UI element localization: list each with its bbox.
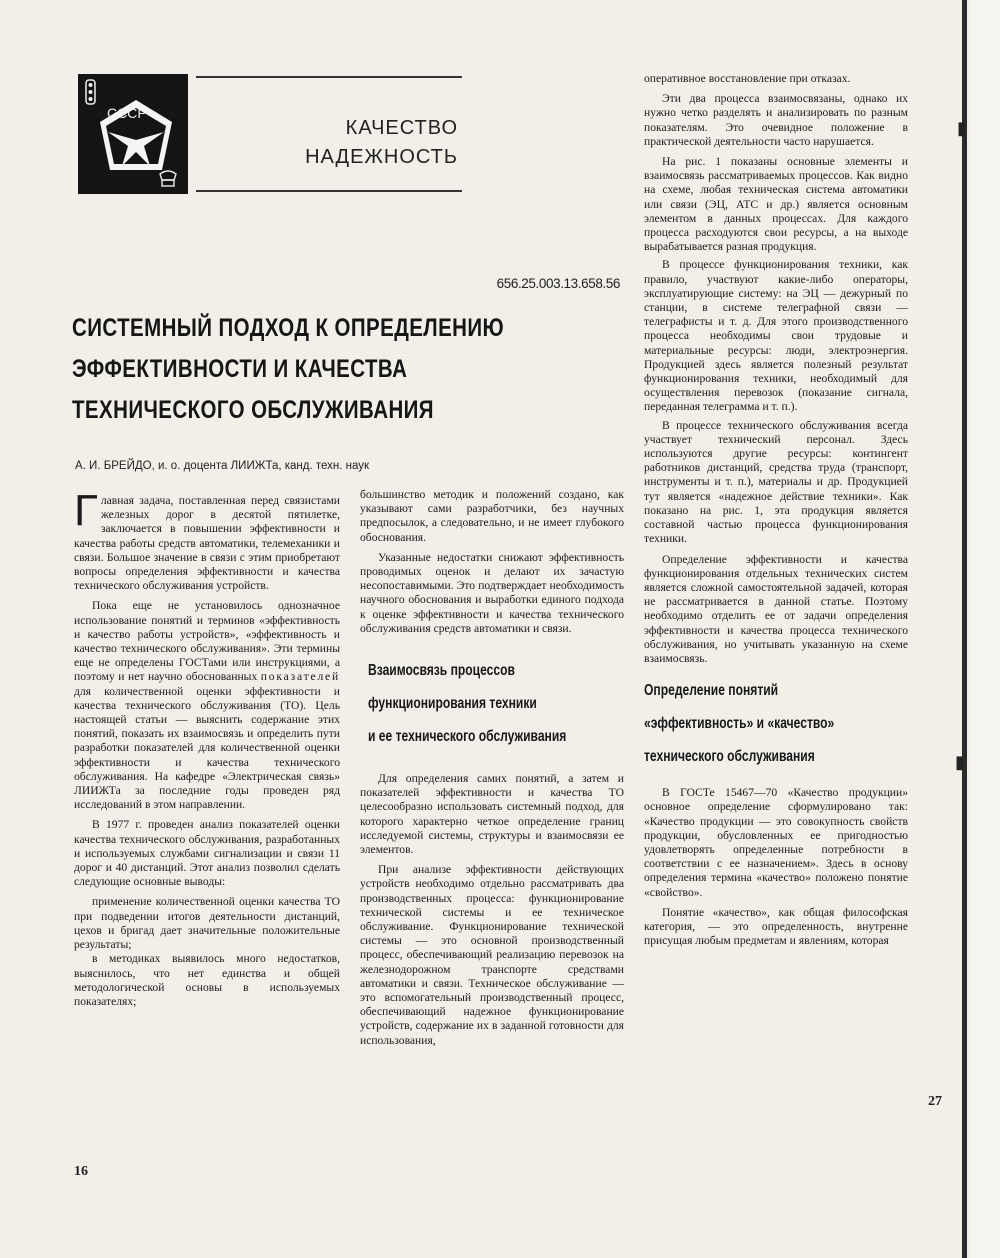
paragraph: Указанные недостатки снижают эффективность проводимых оценок и делают их зачастую несопоставимыми. Это подтверждает необходимость научного обоснования и выработки единого подхода к оценке эффективности и качества технического обслуживания средств автоматики и связи.: [360, 550, 624, 635]
spaced-term: показателей: [260, 670, 340, 684]
paragraph: В ГОСТе 15467—70 «Качество продукции» основное определение сформулировано так: «Качество продукции — это совокупность свойств продукции, обусловленных ее пригодностью удовлетворять определенные потребности в соответствии с ее назначением». Здесь в основу определения термина «качество» положено понятие «свойство».: [644, 786, 908, 899]
header-rule-bottom: [196, 190, 462, 192]
heading-line: Взаимосвязь процессов: [368, 662, 515, 680]
binding-edge: [962, 0, 967, 1258]
heading-line: функционирования техники: [368, 695, 537, 713]
article-title: [72, 308, 531, 431]
text-column-2: [360, 488, 624, 1048]
page-number-left: 16: [74, 1164, 88, 1179]
text-column-1: [74, 486, 340, 1009]
edge-mark: ▮: [955, 752, 965, 773]
author-byline: А. И. БРЕЙДО, и. о. доцента ЛИИЖТа, канд. техн. наук: [75, 460, 370, 472]
quality-mark-icon: [78, 74, 188, 194]
paragraph: В процессе функционирования техники, как правило, участвуют какие-либо операторы, эксплуатирующие систему: на ЭЦ — дежурный по станции, в системе телеграфной связи — телеграфисты и т. д. Для этого производственного процесса необходимы свои трудовые и материальные ресурсы: люди, электроэнергия. Продукцией здесь является полезный результат функционирования техники, необходимый для осуществления перевозок (показание сигнала, переданная телеграмма и т. п.).: [644, 258, 908, 414]
paragraph: Понятие «качество», как общая философская категория, — это определенность, внутренне присущая любым предметам и явлениям, которая: [644, 905, 908, 948]
heading-line: Определение понятий: [644, 682, 779, 700]
paragraph: Пока еще не установилось однозначное использование понятий и терминов «эффективность и качество работы устройств», «эффективность и качество технического обслуживания». Эти термины еще не определены ГОСТами или инструкциями, а поэтому и нет научно обоснованных показателей для количественной оценки эффективности и качества технического обслуживания (ТО). Цель настоящей статьи — выяснить содержание этих понятий, показать их взаимосвязь и определить пути разработки показателей для количественной оценки эффективности и качества технического обслуживания. На кафедре «Электрическая связь» ЛИИЖТа за последние годы проведен ряд исследований в этом направлении.: [74, 599, 340, 812]
paragraph: Для определения самих понятий, а затем и показателей эффективности и качества ТО целесообразно использовать системный подход, для которого характерно четкое определение границ исследуемой системы, структуры и взаимосвязи ее элементов.: [360, 772, 624, 857]
text-column-3: [644, 72, 908, 948]
paragraph: Эти два процесса взаимосвязаны, однако их нужно четко разделять и анализировать по разным показателям. Это очевидное положение в практической деятельности часто нарушается.: [644, 92, 908, 148]
page-number-right: 27: [928, 1094, 942, 1109]
paragraph: в методиках выявилось много недостатков, выяснилось, что нет единства и общей методологической основы в используемых показателях;: [74, 952, 340, 1008]
udc-code: 656.25.003.13.658.56: [496, 276, 620, 291]
title-line: ТЕХНИЧЕСКОГО ОБСЛУЖИВАНИЯ: [72, 396, 434, 424]
title-line: СИСТЕМНЫЙ ПОДХОД К ОПРЕДЕЛЕНИЮ: [72, 314, 505, 342]
rubric-line: НАДЕЖНОСТЬ: [305, 146, 458, 168]
title-line: ЭФФЕКТИВНОСТИ И КАЧЕСТВА: [72, 355, 408, 383]
heading-line: технического обслуживания: [644, 748, 815, 766]
rubric-title: [196, 114, 458, 172]
heading-line: и ее технического обслуживания: [368, 728, 567, 746]
heading-line: «эффективность» и «качество»: [644, 715, 835, 733]
edge-mark: ▮: [957, 118, 967, 139]
header-rule-top: [196, 76, 462, 78]
svg-text:СССР: СССР: [107, 105, 147, 121]
paragraph: На рис. 1 показаны основные элементы и взаимосвязь рассматриваемых процессов. Как видно на схеме, любая техническая система автоматики или связи (ЭЦ, АТС и др.) является основным элементом в данных процессах. Для каждого процесса расходуются свои ресурсы, а на выходе вырабатывается разная продукция.: [644, 155, 908, 254]
paragraph: В процессе технического обслуживания всегда участвует технический персонал. Здесь используются другие ресурсы: контингент работников дистанций, средства труда (транспорт, инструменты и т. п.), материалы и др. Продукцией тут является «надежное действие техники». Как показано на рис. 1, эта продукция является составной частью процесса функционирования техники.: [644, 418, 908, 546]
paragraph: оперативное восстановление при отказах.: [644, 72, 851, 85]
facing-page-strip: [970, 0, 1000, 1258]
paragraph: Определение эффективности и качества функционирования отдельных технических систем является сложной самостоятельной задачей, которая не рассматривается в данной статье. Поэтому необходимо отделить ее от задачи определения эффективности и качества процесса технического обслуживания, но учитывать указанную на схеме взаимосвязь.: [644, 552, 908, 665]
section-heading-1: [368, 654, 624, 772]
paragraph: Главная задача, поставленная перед связистами железных дорог в десятой пятилетке, заключается в повышении эффективности и качества работы средств автоматики, телемеханики и связи. Большое значение в связи с этим приобретают вопросы определения эффективности и качества технического обслуживания устройств.: [74, 486, 340, 593]
drop-cap: Г: [74, 486, 98, 535]
quality-emblem: [78, 74, 188, 194]
paragraph: В 1977 г. проведен анализ показателей оценки качества технического обслуживания, разработанных и используемых службами сигнализации и связи 11 дорог и 40 дистанций. Этот анализ позволил сделать следующие основные выводы:: [74, 818, 340, 889]
section-heading-2: [644, 674, 908, 786]
paragraph: применение количественной оценки качества ТО при подведении итогов деятельности дистанций, цехов и бригад дает значительные положительные результаты;: [74, 895, 340, 952]
paragraph: При анализе эффективности действующих устройств необходимо отдельно рассматривать два производственных процесса: функционирование технической системы и ее техническое обслуживание. Функционирование технической системы — это основной производственный процесс, обеспечивающий реализацию перевозок на железнодорожном транспорте средствами автоматики и связи. Техническое обслуживание — это вспомогательный производственный процесс, обеспечивающий надежное функционирование устройств, содержание их в заданной готовности для использования,: [360, 863, 624, 1047]
rubric-line: КАЧЕСТВО: [345, 117, 458, 139]
paragraph: большинство методик и положений создано, как указывают сами разработчики, без научных предпосылок, а следовательно, и не имеет глубокого обоснования.: [360, 488, 624, 544]
